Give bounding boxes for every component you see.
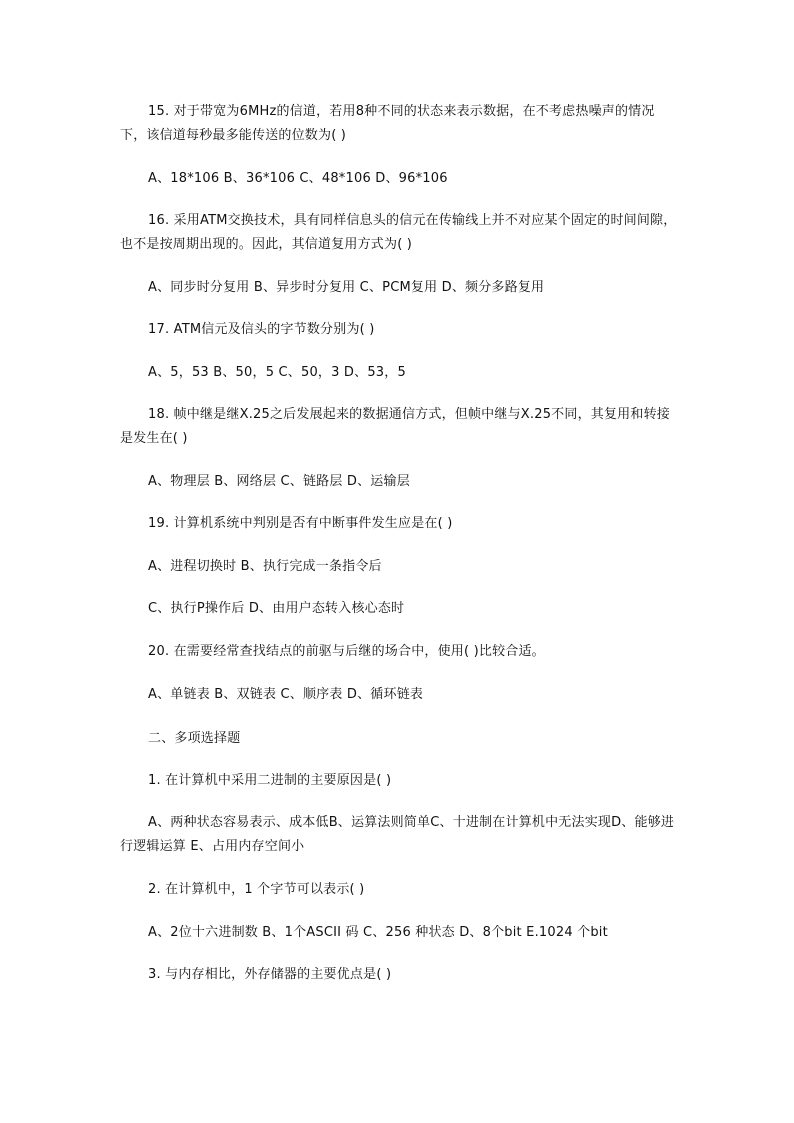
question-17: 17. ATM信元及信头的字节数分别为( ) <box>148 322 375 337</box>
multi-question-2-options: A、2位十六进制数 B、1个ASCII 码 C、256 种状态 D、8个bit E.1024 个bit <box>148 925 608 940</box>
question-19: 19. 计算机系统中判别是否有中断事件发生应是在( ) <box>148 516 453 531</box>
question-19-options-1: A、进程切换时 B、执行完成一条指令后 <box>148 559 382 574</box>
multi-question-1: 1. 在计算机中采用二进制的主要原因是( ) <box>148 773 392 788</box>
multi-question-1-options: A、两种状态容易表示、成本低B、运算法则简单C、十进制在计算机中无法实现D、能够进行逻辑运算 E、占用内存空间小 <box>120 815 675 854</box>
multi-question-2: 2. 在计算机中，1 个字节可以表示( ) <box>148 882 365 897</box>
multi-question-3: 3. 与内存相比，外存储器的主要优点是( ) <box>148 967 392 982</box>
question-16-options: A、同步时分复用 B、异步时分复用 C、PCM复用 D、频分多路复用 <box>148 280 545 295</box>
question-18-options: A、物理层 B、网络层 C、链路层 D、运输层 <box>148 474 410 489</box>
question-17-options: A、5，53 B、50，5 C、50，3 D、53，5 <box>148 365 406 380</box>
question-20: 20. 在需要经常查找结点的前驱与后继的场合中，使用( )比较合适。 <box>148 644 545 659</box>
question-15: 15. 对于带宽为6MHz的信道，若用8种不同的状态来表示数据，在不考虑热噪声的情况下，该信道每秒最多能传送的位数为( ) <box>120 104 655 143</box>
question-15-options: A、18*106 B、36*106 C、48*106 D、96*106 <box>148 171 448 186</box>
question-20-options: A、单链表 B、双链表 C、顺序表 D、循环链表 <box>148 687 424 702</box>
section-heading-multiple-choice: 二、多项选择题 <box>148 731 241 746</box>
question-16: 16. 采用ATM交换技术，具有同样信息头的信元在传输线上并不对应某个固定的时间间隙，也不是按周期出现的。因此，其信道复用方式为( ) <box>120 213 677 252</box>
question-19-options-2: C、执行P操作后 D、由用户态转入核心态时 <box>148 601 405 616</box>
question-18: 18. 帧中继是继X.25之后发展起来的数据通信方式，但帧中继与X.25不同，其复用和转接是发生在( ) <box>120 407 670 446</box>
